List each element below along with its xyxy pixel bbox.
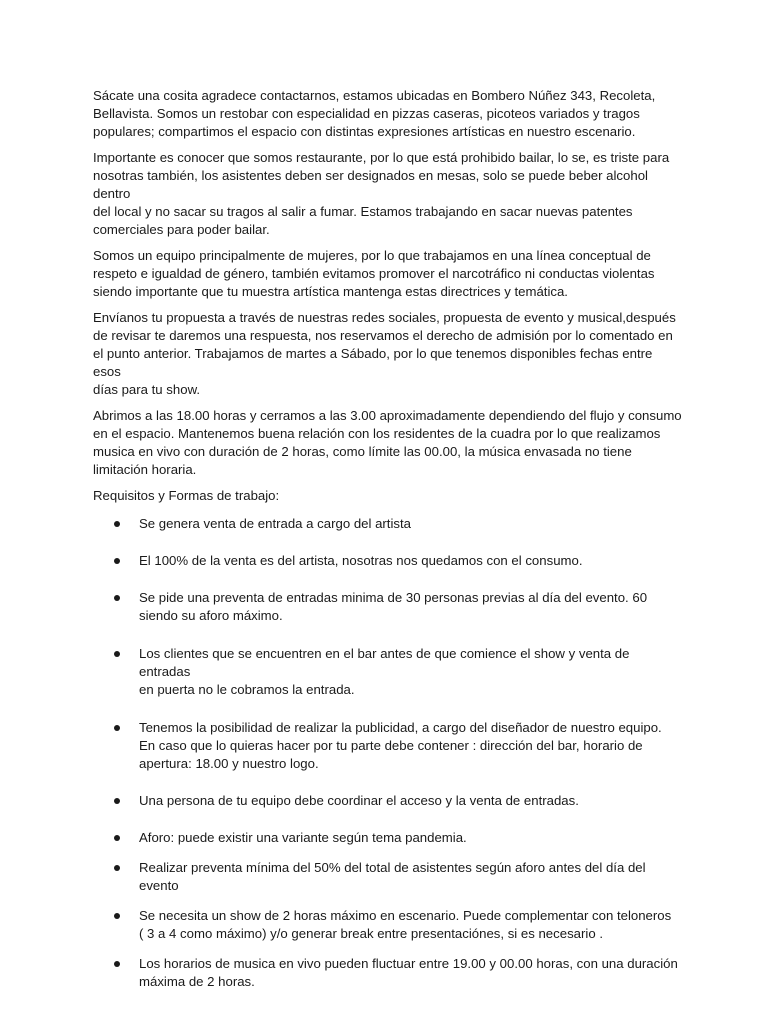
list-item [93,589,683,625]
list-item-text: Una persona de tu equipo debe coordinar el acceso y la venta de entradas. [139,793,579,808]
list-item [93,719,683,773]
list-item [93,829,683,847]
list-item-text: Aforo: puede existir una variante según tema pandemia. [139,830,467,845]
list-item [93,552,683,570]
list-item-text: Realizar preventa mínima del 50% del total de asistentes según aforo antes del día del evento [139,860,646,893]
bullet-icon [114,558,120,564]
bullet-icon [114,725,120,731]
document-body [93,87,683,991]
list-item-text: Se genera venta de entrada a cargo del artista [139,516,411,531]
schedule-paragraph: Abrimos a las 18.00 horas y cerramos a las 3.00 aproximadamente dependiendo del flujo y consumo en el espacio. Mantenemos buena relación con los residentes de la cuadra por lo que realizamos musica en vivo con duración de 2 horas, como límite las 00.00, la música envasada no tiene limitación horaria. [93,408,682,477]
list-item [93,859,683,895]
proposal-paragraph: Envíanos tu propuesta a través de nuestras redes sociales, propuesta de evento y musical,después de revisar te daremos una respuesta, nos reservamos el derecho de admisión por lo comentado en el punto anterior. Trabajamos de martes a Sábado, por lo que tenemos disponibles fechas entre esos días para tu show. [93,310,676,397]
list-item [93,792,683,810]
bullet-icon [114,798,120,804]
bullet-icon [114,913,120,919]
list-item-text: Se necesita un show de 2 horas máximo en escenario. Puede complementar con teloneros ( 3 a 4 como máximo) y/o generar break entre presentaciónes, si es necesario . [139,908,672,941]
requirements-list [93,515,683,991]
list-item-text: El 100% de la venta es del artista, nosotras nos quedamos con el consumo. [139,553,583,568]
rules-paragraph: Importante es conocer que somos restaurante, por lo que está prohibido bailar, lo se, es triste para nosotras también, los asistentes deben ser designados en mesas, solo se puede beber alcohol dentro del local y no sacar su tragos al salir a fumar. Estamos trabajando en sacar nuevas patentes comerciales para poder bailar. [93,150,670,237]
values-paragraph: Somos un equipo principalmente de mujeres, por lo que trabajamos en una línea conceptual de respeto e igualdad de género, también evitamos promover el narcotráfico ni conductas violentas siendo importante que tu muestra artística mantenga estas directrices y temática. [93,248,655,299]
list-item [93,515,683,533]
list-item [93,955,683,991]
list-item [93,907,683,943]
list-item-text: Los clientes que se encuentren en el bar antes de que comience el show y venta de entradas en puerta no le cobramos la entrada. [139,646,630,697]
list-item-text: Tenemos la posibilidad de realizar la publicidad, a cargo del diseñador de nuestro equipo. En caso que lo quieras hacer por tu parte debe contener : dirección del bar, horario de apertura: 18.00 y nuestro logo. [139,720,662,771]
bullet-icon [114,961,120,967]
requirements-heading: Requisitos y Formas de trabajo: [93,488,280,503]
bullet-icon [114,835,120,841]
list-item-text: Los horarios de musica en vivo pueden fluctuar entre 19.00 y 00.00 horas, con una duración máxima de 2 horas. [139,956,678,989]
list-item-text: Se pide una preventa de entradas minima de 30 personas previas al día del evento. 60 siendo su aforo máximo. [139,590,648,623]
bullet-icon [114,865,120,871]
list-item [93,645,683,699]
intro-paragraph: Sácate una cosita agradece contactarnos, estamos ubicadas en Bombero Núñez 343, Recoleta, Bellavista. Somos un restobar con especialidad en pizzas caseras, picoteos variados y tragos populares; compartimos el espacio con distintas expresiones artísticas en nuestro escenario. [93,88,656,139]
bullet-icon [114,521,120,527]
bullet-icon [114,651,120,657]
bullet-icon [114,595,120,601]
